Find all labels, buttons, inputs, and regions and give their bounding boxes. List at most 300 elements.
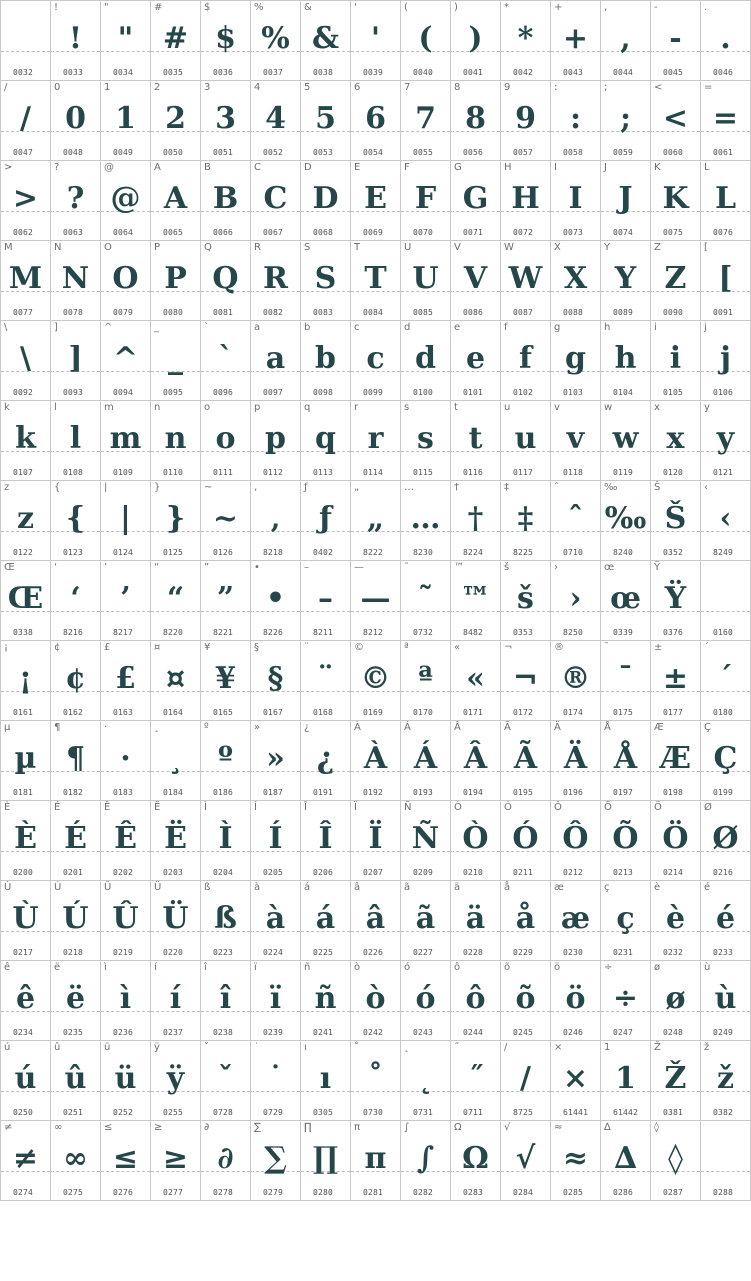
- glyph-code: 0090: [663, 308, 684, 317]
- glyph-code: 0382: [713, 1108, 734, 1117]
- glyph-cell: [701, 641, 751, 721]
- glyph-code: 0092: [13, 388, 34, 397]
- glyph-reference-label: ¨: [304, 642, 309, 653]
- glyph-code: 0113: [313, 468, 334, 477]
- glyph-code: 0068: [313, 228, 334, 237]
- glyph-reference-label: ô: [454, 962, 461, 973]
- glyph-code: 0216: [713, 868, 734, 877]
- glyph-code: 0118: [563, 468, 584, 477]
- glyph-sample: U: [412, 261, 439, 296]
- glyph-reference-label: Ž: [654, 1042, 661, 1053]
- glyph-cell: [551, 161, 601, 241]
- glyph-code: 0085: [413, 308, 434, 317]
- glyph-reference-label: 0: [54, 82, 61, 93]
- glyph-cell: [251, 721, 301, 801]
- glyph-cell: [101, 1, 151, 81]
- glyph-reference-label: î: [204, 962, 207, 973]
- glyph-code: 0163: [113, 708, 134, 717]
- glyph-reference-label: 7: [404, 82, 411, 93]
- glyph-sample: ñ: [314, 981, 337, 1016]
- glyph-reference-label: ‚: [254, 482, 258, 493]
- glyph-cell: [651, 1041, 701, 1121]
- glyph-cell: [451, 961, 501, 1041]
- glyph-reference-label: #: [154, 2, 163, 13]
- glyph-code: 0051: [213, 148, 234, 157]
- glyph-code: 0199: [713, 788, 734, 797]
- glyph-code: 0250: [13, 1108, 34, 1117]
- glyph-reference-label: J: [604, 162, 607, 173]
- glyph-sample: ~: [212, 501, 239, 536]
- glyph-code: 0711: [463, 1108, 484, 1117]
- glyph-code: 0084: [363, 308, 384, 317]
- glyph-reference-label: D: [304, 162, 312, 173]
- glyph-code: 8230: [413, 548, 434, 557]
- glyph-reference-label: 3: [204, 82, 211, 93]
- glyph-reference-label: ◊: [654, 1122, 659, 1133]
- glyph-code: 0282: [413, 1188, 434, 1197]
- glyph-reference-label: à: [254, 882, 261, 893]
- glyph-reference-label: Ø: [704, 802, 712, 813]
- glyph-reference-label: √: [504, 1122, 511, 1133]
- glyph-cell: [201, 1121, 251, 1201]
- glyph-code: 0247: [613, 1028, 634, 1037]
- glyph-code: 0204: [213, 868, 234, 877]
- glyph-sample: 1: [115, 101, 136, 136]
- glyph-code: 0126: [213, 548, 234, 557]
- glyph-reference-label: C: [254, 162, 261, 173]
- glyph-reference-label: }: [154, 482, 161, 493]
- glyph-reference-label: V: [454, 242, 461, 253]
- glyph-sample: 9: [515, 101, 536, 136]
- glyph-reference-label: ·: [104, 722, 108, 733]
- glyph-cell: [701, 721, 751, 801]
- glyph-reference-label: ≠: [4, 1122, 13, 1133]
- glyph-code: 0195: [513, 788, 534, 797]
- glyph-cell: [501, 1121, 551, 1201]
- glyph-reference-label: Ú: [54, 882, 62, 893]
- glyph-code: 0218: [63, 948, 84, 957]
- glyph-cell: [151, 561, 201, 641]
- glyph-reference-label: ∑: [254, 1122, 261, 1133]
- glyph-sample: %: [261, 21, 290, 56]
- glyph-code: 0249: [713, 1028, 734, 1037]
- glyph-sample: §: [267, 661, 284, 696]
- glyph-cell: [551, 641, 601, 721]
- glyph-cell: [551, 1, 601, 81]
- glyph-sample: G: [462, 181, 489, 216]
- glyph-code: 0710: [563, 548, 584, 557]
- glyph-reference-label: P: [154, 242, 161, 253]
- glyph-code: 0100: [413, 388, 434, 397]
- glyph-cell: [401, 161, 451, 241]
- glyph-code: 0280: [313, 1188, 334, 1197]
- glyph-reference-label: ¯: [604, 642, 609, 653]
- glyph-sample: ı: [319, 1061, 332, 1096]
- glyph-reference-label: 1: [604, 1042, 611, 1053]
- glyph-reference-label: &: [304, 2, 312, 13]
- glyph-sample: J: [618, 181, 633, 216]
- glyph-cell: [151, 321, 201, 401]
- glyph-code: 0244: [463, 1028, 484, 1037]
- glyph-sample: (: [418, 21, 433, 56]
- glyph-reference-label: ¬: [504, 642, 513, 653]
- glyph-code: 0076: [713, 228, 734, 237]
- glyph-reference-label: ≤: [104, 1122, 113, 1133]
- glyph-reference-label: §: [254, 642, 259, 653]
- glyph-cell: [301, 161, 351, 241]
- glyph-sample: ®: [560, 661, 591, 696]
- glyph-code: 0055: [413, 148, 434, 157]
- glyph-sample: ’: [120, 581, 131, 616]
- glyph-code: 0170: [413, 708, 434, 717]
- glyph-code: 0060: [663, 148, 684, 157]
- glyph-reference-label: 1: [104, 82, 111, 93]
- glyph-sample: π: [364, 1141, 387, 1176]
- glyph-cell: [351, 401, 401, 481]
- glyph-reference-label: “: [154, 562, 160, 573]
- glyph-sample: ƒ: [319, 501, 332, 536]
- glyph-sample: F: [414, 181, 437, 216]
- glyph-cell: [401, 561, 451, 641]
- glyph-code: 0237: [163, 1028, 184, 1037]
- glyph-cell: [601, 961, 651, 1041]
- glyph-reference-label: Â: [454, 722, 461, 733]
- glyph-code: 8226: [263, 628, 284, 637]
- glyph-cell: [401, 881, 451, 961]
- glyph-code: 0175: [613, 708, 634, 717]
- glyph-sample: 3: [215, 101, 236, 136]
- glyph-cell: [501, 961, 551, 1041]
- glyph-reference-label: ç: [604, 882, 610, 893]
- glyph-cell: [51, 1, 101, 81]
- glyph-code: 0402: [313, 548, 334, 557]
- glyph-reference-label: !: [54, 2, 59, 13]
- glyph-reference-label: g: [554, 322, 561, 333]
- glyph-cell: [501, 161, 551, 241]
- glyph-sample: Ê: [114, 821, 137, 856]
- glyph-code: 61442: [613, 1108, 639, 1117]
- glyph-code: 0381: [663, 1108, 684, 1117]
- glyph-code: 0243: [413, 1028, 434, 1037]
- glyph-sample: h: [614, 341, 637, 376]
- glyph-reference-label: ∆: [604, 1122, 611, 1133]
- glyph-cell: [151, 1, 201, 81]
- glyph-sample: Í: [268, 821, 283, 856]
- glyph-cell: [451, 481, 501, 561]
- glyph-code: 0213: [613, 868, 634, 877]
- glyph-cell: [351, 721, 401, 801]
- glyph-cell: [501, 881, 551, 961]
- glyph-code: 0039: [363, 68, 384, 77]
- glyph-code: 0045: [663, 68, 684, 77]
- glyph-reference-label: >: [4, 162, 13, 173]
- glyph-reference-label: Í: [254, 802, 257, 813]
- glyph-cell: [401, 321, 451, 401]
- glyph-cell: [1, 881, 51, 961]
- glyph-sample: ©: [360, 661, 391, 696]
- glyph-sample: &: [311, 21, 340, 56]
- glyph-cell: [51, 881, 101, 961]
- glyph-reference-label: 6: [354, 82, 361, 93]
- glyph-code: 0109: [113, 468, 134, 477]
- glyph-reference-label: ˙: [254, 1042, 259, 1053]
- glyph-code: 0074: [613, 228, 634, 237]
- glyph-code: 0081: [213, 308, 234, 317]
- glyph-cell: [351, 1, 401, 81]
- glyph-cell: [351, 241, 401, 321]
- glyph-code: 61441: [563, 1108, 589, 1117]
- glyph-reference-label: Ó: [504, 802, 512, 813]
- glyph-cell: [301, 321, 351, 401]
- glyph-sample: n: [164, 421, 187, 456]
- glyph-code: 0110: [163, 468, 184, 477]
- glyph-sample: -: [669, 21, 682, 56]
- glyph-code: 0059: [613, 148, 634, 157]
- glyph-sample: /: [20, 101, 31, 136]
- glyph-code: 0193: [413, 788, 434, 797]
- glyph-code: 0235: [63, 1028, 84, 1037]
- glyph-reference-label: ∫: [404, 1122, 410, 1133]
- glyph-cell: [301, 721, 351, 801]
- glyph-sample: ∂: [217, 1141, 234, 1176]
- glyph-sample: ‚: [270, 501, 281, 536]
- glyph-sample: a: [265, 341, 286, 376]
- glyph-reference-label: =: [704, 82, 713, 93]
- glyph-code: 0088: [563, 308, 584, 317]
- glyph-sample: y: [716, 421, 735, 456]
- glyph-code: 0063: [63, 228, 84, 237]
- glyph-cell: [51, 641, 101, 721]
- glyph-cell: [201, 81, 251, 161]
- glyph-reference-label: v: [554, 402, 560, 413]
- glyph-cell: [651, 561, 701, 641]
- glyph-cell: [601, 721, 651, 801]
- glyph-sample: Ù: [12, 901, 39, 936]
- glyph-code: 8482: [463, 628, 484, 637]
- glyph-sample: Ž: [664, 1061, 687, 1096]
- glyph-cell: [551, 401, 601, 481]
- glyph-reference-label: x: [654, 402, 660, 413]
- glyph-code: 0086: [463, 308, 484, 317]
- glyph-cell: [201, 801, 251, 881]
- glyph-sample: ø: [665, 981, 686, 1016]
- glyph-sample: T: [364, 261, 387, 296]
- glyph-cell: [101, 161, 151, 241]
- glyph-code: 0223: [213, 948, 234, 957]
- glyph-reference-label: á: [304, 882, 311, 893]
- glyph-reference-label: {: [54, 482, 61, 493]
- glyph-reference-label: u: [504, 402, 511, 413]
- glyph-sample: ž: [716, 1061, 735, 1096]
- glyph-cell: [251, 801, 301, 881]
- glyph-code: 0112: [263, 468, 284, 477]
- glyph-reference-label: y: [704, 402, 710, 413]
- glyph-cell: [101, 801, 151, 881]
- glyph-code: 0287: [663, 1188, 684, 1197]
- glyph-code: 0275: [63, 1188, 84, 1197]
- glyph-reference-label: ∏: [304, 1122, 312, 1133]
- glyph-cell: [551, 321, 601, 401]
- glyph-code: 0227: [413, 948, 434, 957]
- glyph-cell: [351, 481, 401, 561]
- glyph-reference-label: í: [154, 962, 157, 973]
- glyph-cell: [251, 1, 301, 81]
- glyph-reference-label: ¢: [54, 642, 61, 653]
- glyph-code: 8225: [513, 548, 534, 557]
- glyph-sample: ": [117, 21, 134, 56]
- glyph-code: 0058: [563, 148, 584, 157]
- glyph-reference-label: +: [554, 2, 563, 13]
- glyph-reference-label: f: [504, 322, 508, 333]
- glyph-reference-label: ^: [104, 322, 113, 333]
- glyph-cell: [551, 1041, 601, 1121]
- glyph-cell: [1, 401, 51, 481]
- glyph-cell: [201, 961, 251, 1041]
- glyph-sample: k: [15, 421, 36, 456]
- glyph-cell: [201, 481, 251, 561]
- glyph-sample: Ÿ: [664, 581, 687, 616]
- glyph-code: 0091: [713, 308, 734, 317]
- glyph-reference-label: t: [454, 402, 458, 413]
- glyph-cell: [451, 801, 501, 881]
- glyph-reference-label: Ä: [554, 722, 561, 733]
- glyph-cell: [501, 481, 551, 561]
- glyph-reference-label: ã: [404, 882, 411, 893]
- glyph-sample: Ä: [563, 741, 588, 776]
- glyph-sample: u: [514, 421, 537, 456]
- glyph-code: 0083: [313, 308, 334, 317]
- glyph-sample: z: [16, 501, 35, 536]
- glyph-code: 0283: [463, 1188, 484, 1197]
- glyph-sample: ≤: [112, 1141, 139, 1176]
- glyph-code: 0052: [263, 148, 284, 157]
- glyph-reference-label: À: [354, 722, 361, 733]
- glyph-cell: [1, 721, 51, 801]
- glyph-cell: [401, 241, 451, 321]
- glyph-reference-label: *: [504, 2, 509, 13]
- glyph-reference-label: ÷: [604, 962, 613, 973]
- glyph-reference-label: ì: [104, 962, 107, 973]
- glyph-sample: +: [562, 21, 589, 56]
- glyph-cell: [401, 1, 451, 81]
- glyph-code: 0038: [313, 68, 334, 77]
- glyph-reference-label: ı: [304, 1042, 307, 1053]
- glyph-reference-label: Ô: [554, 802, 562, 813]
- glyph-reference-label: Ã: [504, 722, 511, 733]
- glyph-reference-label: ƒ: [304, 482, 308, 493]
- glyph-cell: [51, 561, 101, 641]
- glyph-sample: S: [314, 261, 337, 296]
- glyph-reference-label: ž: [704, 1042, 710, 1053]
- glyph-code: 0034: [113, 68, 134, 77]
- glyph-code: 0069: [363, 228, 384, 237]
- glyph-sample: ‡: [517, 501, 534, 536]
- glyph-cell: [351, 161, 401, 241]
- glyph-cell: [101, 561, 151, 641]
- glyph-reference-label: ø: [654, 962, 661, 973]
- glyph-reference-label: Ì: [204, 802, 207, 813]
- glyph-cell: [451, 561, 501, 641]
- glyph-code: 0202: [113, 868, 134, 877]
- glyph-reference-label: _: [154, 322, 159, 333]
- glyph-code: 0174: [563, 708, 584, 717]
- glyph-sample: ”: [216, 581, 235, 616]
- glyph-cell: [451, 1041, 501, 1121]
- glyph-sample: ÷: [612, 981, 639, 1016]
- glyph-sample: Å: [613, 741, 638, 776]
- glyph-sample: æ: [560, 901, 591, 936]
- glyph-cell: [301, 401, 351, 481]
- glyph-sample: ã: [415, 901, 436, 936]
- glyph-cell: [201, 721, 251, 801]
- glyph-sample: ë: [65, 981, 86, 1016]
- glyph-cell: [501, 401, 551, 481]
- glyph-reference-label: ü: [104, 1042, 111, 1053]
- glyph-sample: Ì: [218, 821, 233, 856]
- glyph-sample: ,: [620, 21, 631, 56]
- glyph-code: 0106: [713, 388, 734, 397]
- glyph-cell: [501, 241, 551, 321]
- glyph-reference-label: ˜: [404, 562, 409, 573]
- glyph-code: 0111: [213, 468, 234, 477]
- glyph-cell: [451, 161, 501, 241]
- glyph-sample: ≠: [12, 1141, 39, 1176]
- glyph-cell: [451, 1, 501, 81]
- glyph-cell: [251, 481, 301, 561]
- glyph-code: 0095: [163, 388, 184, 397]
- glyph-code: 0219: [113, 948, 134, 957]
- glyph-sample: È: [14, 821, 37, 856]
- glyph-code: 0198: [663, 788, 684, 797]
- glyph-cell: [101, 81, 151, 161]
- glyph-reference-label: o: [204, 402, 211, 413]
- glyph-cell: [501, 81, 551, 161]
- glyph-sample: ¢: [65, 661, 86, 696]
- glyph-reference-label: Ç: [704, 722, 711, 733]
- glyph-reference-label: 4: [254, 82, 261, 93]
- glyph-sample: Ñ: [411, 821, 440, 856]
- glyph-cell: [201, 881, 251, 961]
- glyph-code: 0124: [113, 548, 134, 557]
- glyph-cell: [401, 801, 451, 881]
- glyph-code: 0231: [613, 948, 634, 957]
- glyph-reference-label: „: [354, 482, 360, 493]
- glyph-sample: M: [8, 261, 43, 296]
- glyph-reference-label: s: [404, 402, 410, 413]
- glyph-sample: œ: [610, 581, 641, 616]
- glyph-cell: [251, 1041, 301, 1121]
- glyph-cell: [351, 881, 401, 961]
- glyph-cell: [551, 241, 601, 321]
- glyph-code: 0108: [63, 468, 84, 477]
- glyph-reference-label: è: [654, 882, 661, 893]
- glyph-code: 0160: [713, 628, 734, 637]
- glyph-sample: >: [12, 181, 39, 216]
- glyph-sample: ß: [214, 901, 237, 936]
- glyph-reference-label: š: [504, 562, 510, 573]
- glyph-code: 8222: [363, 548, 384, 557]
- glyph-cell: [651, 401, 701, 481]
- glyph-code: 0277: [163, 1188, 184, 1197]
- glyph-cell: [551, 561, 601, 641]
- glyph-sample: C: [263, 181, 288, 216]
- glyph-sample: ™: [460, 581, 491, 616]
- glyph-reference-label: …: [404, 482, 414, 493]
- glyph-cell: [451, 401, 501, 481]
- glyph-reference-label: 5: [304, 82, 311, 93]
- glyph-cell: [101, 321, 151, 401]
- glyph-code: 0182: [63, 788, 84, 797]
